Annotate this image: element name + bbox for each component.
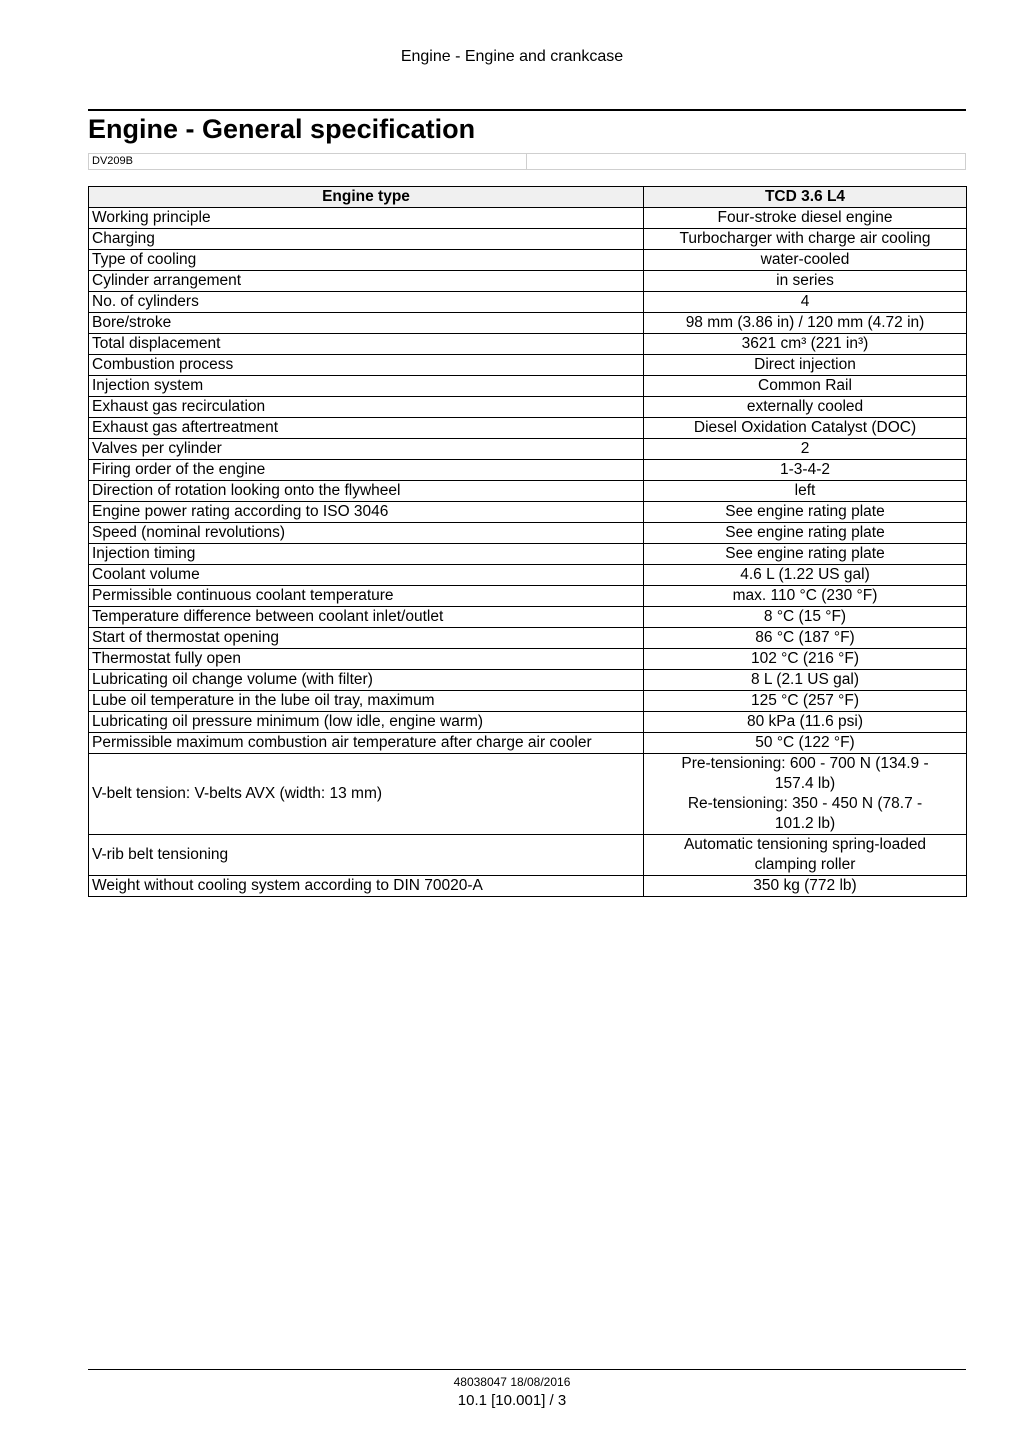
page-title: Engine - General specification: [88, 114, 476, 144]
row-label: Cylinder arrangement: [89, 271, 644, 292]
row-value: See engine rating plate: [644, 523, 967, 544]
footer-divider: [88, 1369, 966, 1370]
row-label: Charging: [89, 229, 644, 250]
row-label: Valves per cylinder: [89, 439, 644, 460]
row-label: Start of thermostat opening: [89, 628, 644, 649]
row-label: Engine power rating according to ISO 3046: [89, 502, 644, 523]
row-label: Injection system: [89, 376, 644, 397]
row-label: Exhaust gas aftertreatment: [89, 418, 644, 439]
table-row: [89, 292, 967, 313]
row-label: Lubricating oil change volume (with filter): [89, 670, 644, 691]
row-value: 125 °C (257 °F): [644, 691, 967, 712]
row-value: 2: [644, 439, 967, 460]
row-value: 350 kg (772 lb): [644, 876, 967, 897]
row-value: externally cooled: [644, 397, 967, 418]
table-row: [89, 607, 967, 628]
row-value-multiline: [644, 754, 967, 835]
value-line: Re-tensioning: 350 - 450 N (78.7 -: [687, 795, 923, 812]
row-value: Common Rail: [644, 376, 967, 397]
table-row: [89, 691, 967, 712]
table-row: [89, 565, 967, 586]
value-line: Pre-tensioning: 600 - 700 N (134.9 -: [681, 755, 929, 772]
row-value: 50 °C (122 °F): [644, 733, 967, 754]
row-label: Speed (nominal revolutions): [89, 523, 644, 544]
header-label: Engine type: [89, 187, 644, 208]
row-label: V-rib belt tensioning: [89, 835, 644, 876]
table-header-row: [89, 187, 967, 208]
row-label: Thermostat fully open: [89, 649, 644, 670]
row-value-multiline: [644, 835, 967, 876]
row-value: Diesel Oxidation Catalyst (DOC): [644, 418, 967, 439]
row-value: 3621 cm³ (221 in³): [644, 334, 967, 355]
running-header: Engine - Engine and crankcase: [400, 48, 624, 65]
row-value: in series: [644, 271, 967, 292]
table-row: [89, 835, 967, 876]
table-row: [89, 628, 967, 649]
row-label: Combustion process: [89, 355, 644, 376]
row-value: See engine rating plate: [644, 502, 967, 523]
table-row: [89, 586, 967, 607]
table-row: [89, 334, 967, 355]
row-value: Turbocharger with charge air cooling: [644, 229, 967, 250]
table-row: [89, 733, 967, 754]
table-row: [89, 397, 967, 418]
row-value: 8 L (2.1 US gal): [644, 670, 967, 691]
row-value: Direct injection: [644, 355, 967, 376]
row-label: Lubricating oil pressure minimum (low idle, engine warm): [89, 712, 644, 733]
table-row: [89, 712, 967, 733]
row-value: water-cooled: [644, 250, 967, 271]
document-code-bar: [88, 153, 966, 170]
row-label: Direction of rotation looking onto the flywheel: [89, 481, 644, 502]
document-code: DV209B: [89, 154, 527, 169]
row-label: Firing order of the engine: [89, 460, 644, 481]
table-row: [89, 544, 967, 565]
page-number: 10.1 [10.001] / 3: [457, 1392, 567, 1409]
table-row: [89, 250, 967, 271]
value-line: 101.2 lb): [774, 815, 836, 832]
row-value: 98 mm (3.86 in) / 120 mm (4.72 in): [644, 313, 967, 334]
row-value: 8 °C (15 °F): [644, 607, 967, 628]
table-row: [89, 208, 967, 229]
row-value: 4: [644, 292, 967, 313]
table-row: [89, 271, 967, 292]
table-row: [89, 460, 967, 481]
header-value: TCD 3.6 L4: [644, 187, 967, 208]
row-label: V-belt tension: V-belts AVX (width: 13 mm): [89, 754, 644, 835]
table-row: [89, 754, 967, 835]
row-value: 80 kPa (11.6 psi): [644, 712, 967, 733]
table-row: [89, 876, 967, 897]
row-label: Coolant volume: [89, 565, 644, 586]
row-label: Exhaust gas recirculation: [89, 397, 644, 418]
engine-spec-table: [88, 186, 967, 897]
row-value: Four-stroke diesel engine: [644, 208, 967, 229]
row-value: 1-3-4-2: [644, 460, 967, 481]
row-label: Weight without cooling system according to DIN 70020-A: [89, 876, 644, 897]
table-row: [89, 502, 967, 523]
table-row: [89, 313, 967, 334]
table-row: [89, 649, 967, 670]
table-row: [89, 670, 967, 691]
row-value: left: [644, 481, 967, 502]
value-line: Automatic tensioning spring-loaded: [683, 836, 927, 853]
row-label: Lube oil temperature in the lube oil tray, maximum: [89, 691, 644, 712]
table-row: [89, 355, 967, 376]
row-label: Permissible maximum combustion air temperature after charge air cooler: [89, 733, 644, 754]
table-row: [89, 439, 967, 460]
row-value: max. 110 °C (230 °F): [644, 586, 967, 607]
value-line: clamping roller: [754, 856, 856, 873]
row-label: Total displacement: [89, 334, 644, 355]
table-row: [89, 418, 967, 439]
row-label: Type of cooling: [89, 250, 644, 271]
row-label: Injection timing: [89, 544, 644, 565]
row-label: Working principle: [89, 208, 644, 229]
row-value: 102 °C (216 °F): [644, 649, 967, 670]
top-divider: [88, 109, 966, 111]
table-row: [89, 523, 967, 544]
row-label: No. of cylinders: [89, 292, 644, 313]
table-row: [89, 376, 967, 397]
row-value: See engine rating plate: [644, 544, 967, 565]
row-label: Permissible continuous coolant temperature: [89, 586, 644, 607]
document-reference: 48038047 18/08/2016: [453, 1375, 571, 1389]
row-value: 86 °C (187 °F): [644, 628, 967, 649]
row-label: Bore/stroke: [89, 313, 644, 334]
row-label: Temperature difference between coolant inlet/outlet: [89, 607, 644, 628]
table-row: [89, 481, 967, 502]
table-row: [89, 229, 967, 250]
row-value: 4.6 L (1.22 US gal): [644, 565, 967, 586]
value-line: 157.4 lb): [774, 775, 836, 792]
